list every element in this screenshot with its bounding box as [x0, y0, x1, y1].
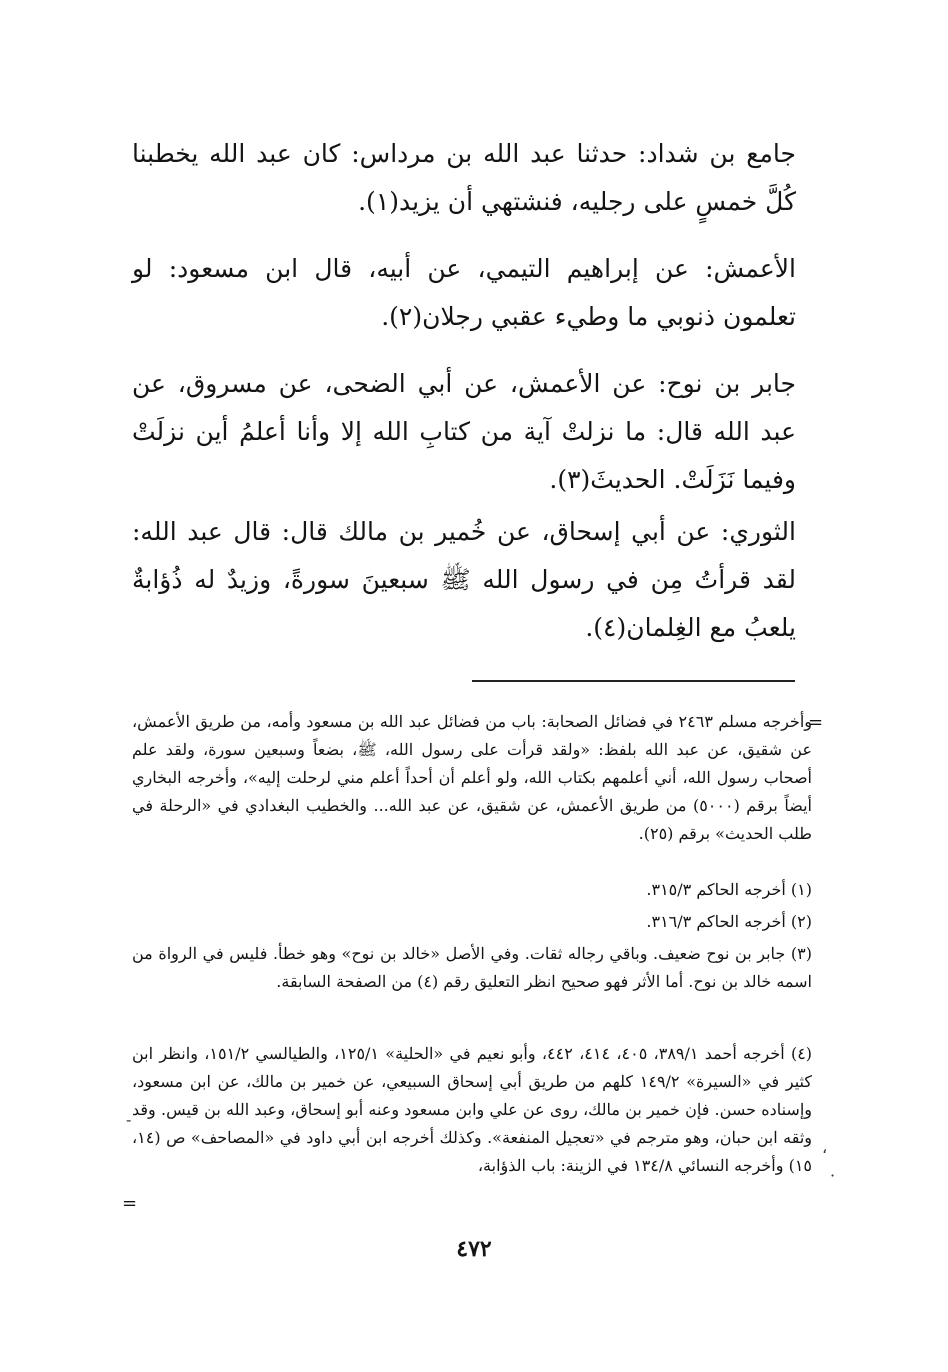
trailing-marker: =: [122, 1193, 138, 1214]
paragraph-4: الثوري: عن أبي إسحاق، عن خُمير بن مالك قال: قال عبد الله: لقد قرأتُ مِن في رسول الله ﷺ سبعينَ سورةً، وزيدٌ له ذُؤابةٌ يلعبُ مع الغِلمان(٤).: [132, 517, 796, 642]
margin-mark: -: [126, 1110, 132, 1129]
footnote-text: (٤) أخرجه أحمد ٣٨٩/١، ٤٠٥، ٤١٤، ٤٤٢، وأبو نعيم في «الحلية» ١٢٥/١، والطيالسي ١٥١/٢، وانظر ابن كثير في «السيرة» ١٤٩/٢ كلهم من طريق أبي إسحاق السبيعي، عن خمير بن مالك، عن ابن مسعود، وإسناده حسن. فإن خمير بن مالك، روى عن علي وابن مسعود وعنه أبو إسحاق، وعبد الله بن قيس. وقد وثقه ابن حبان، وهو مترجم في «تعجيل المنفعة». وكذلك أخرجه ابن أبي داود في «المصاحف» ص (١٤، ١٥) وأخرجه النسائي ١٣٤/٨ في الزينة: باب الذؤابة،: [132, 1044, 813, 1175]
footnote-4: [132, 1040, 812, 1180]
footnote-continuation: [132, 708, 812, 848]
margin-mark: ·: [830, 1166, 836, 1185]
page-number: ٤٧٢: [456, 1236, 492, 1262]
footnote-2: [132, 908, 812, 936]
continuation-marker: =: [808, 712, 824, 733]
margin-mark: ،: [822, 1138, 828, 1157]
paragraph-2: الأعمش: عن إبراهيم التيمي، عن أبيه، قال ابن مسعود: لو تعلمون ذنوبي ما وطيء عقبي رجلان(٢).: [132, 254, 796, 331]
footnote-separator: [472, 680, 795, 682]
footnote-text: (٢) أخرجه الحاكم ٣١٦/٣.: [646, 912, 812, 931]
footnote-continuation-text: وأخرجه مسلم ٢٤٦٣ في فضائل الصحابة: باب من فضائل عبد الله بن مسعود وأمه، من طريق الأعمش، عن شقيق، عن عبد الله بلفظ: «ولقد قرأت على رسول الله، ﷺ، بضعاً وسبعين سورة، ولقد علم أصحاب رسول الله، أني أعلمهم بكتاب الله، ولو أعلم أن أحداً أعلم مني لرحلت إليه»، وأخرجه البخاري أيضاً برقم (٥٠٠٠) من طريق الأعمش، عن شقيق، عن عبد الله... والخطيب البغدادي في «الرحلة في طلب الحديث» برقم (٢٥).: [132, 712, 813, 843]
paragraph-3: جابر بن نوح: عن الأعمش، عن أبي الضحى، عن مسروق، عن عبد الله قال: ما نزلتْ آية من كتابِ الله إلا وأنا أعلمُ أين نزلَتْ وفيما نَزَلَتْ. الحديثَ(٣).: [132, 369, 796, 494]
footnote-3: [132, 940, 812, 996]
footnote-text: (١) أخرجه الحاكم ٣١٥/٣.: [646, 880, 812, 899]
footnote-1: [132, 876, 812, 904]
paragraph-1: جامع بن شداد: حدثنا عبد الله بن مرداس: كان عبد الله يخطبنا كُلَّ خمسٍ على رجليه، فنشتهي أن يزيد(١).: [132, 139, 796, 216]
footnote-text: (٣) جابر بن نوح ضعيف. وباقي رجاله ثقات. وفي الأصل «خالد بن نوح» وهو خطأ. فليس في الرواة من اسمه خالد بن نوح. أما الأثر فهو صحيح انظر التعليق رقم (٤) من الصفحة السابقة.: [132, 944, 812, 991]
